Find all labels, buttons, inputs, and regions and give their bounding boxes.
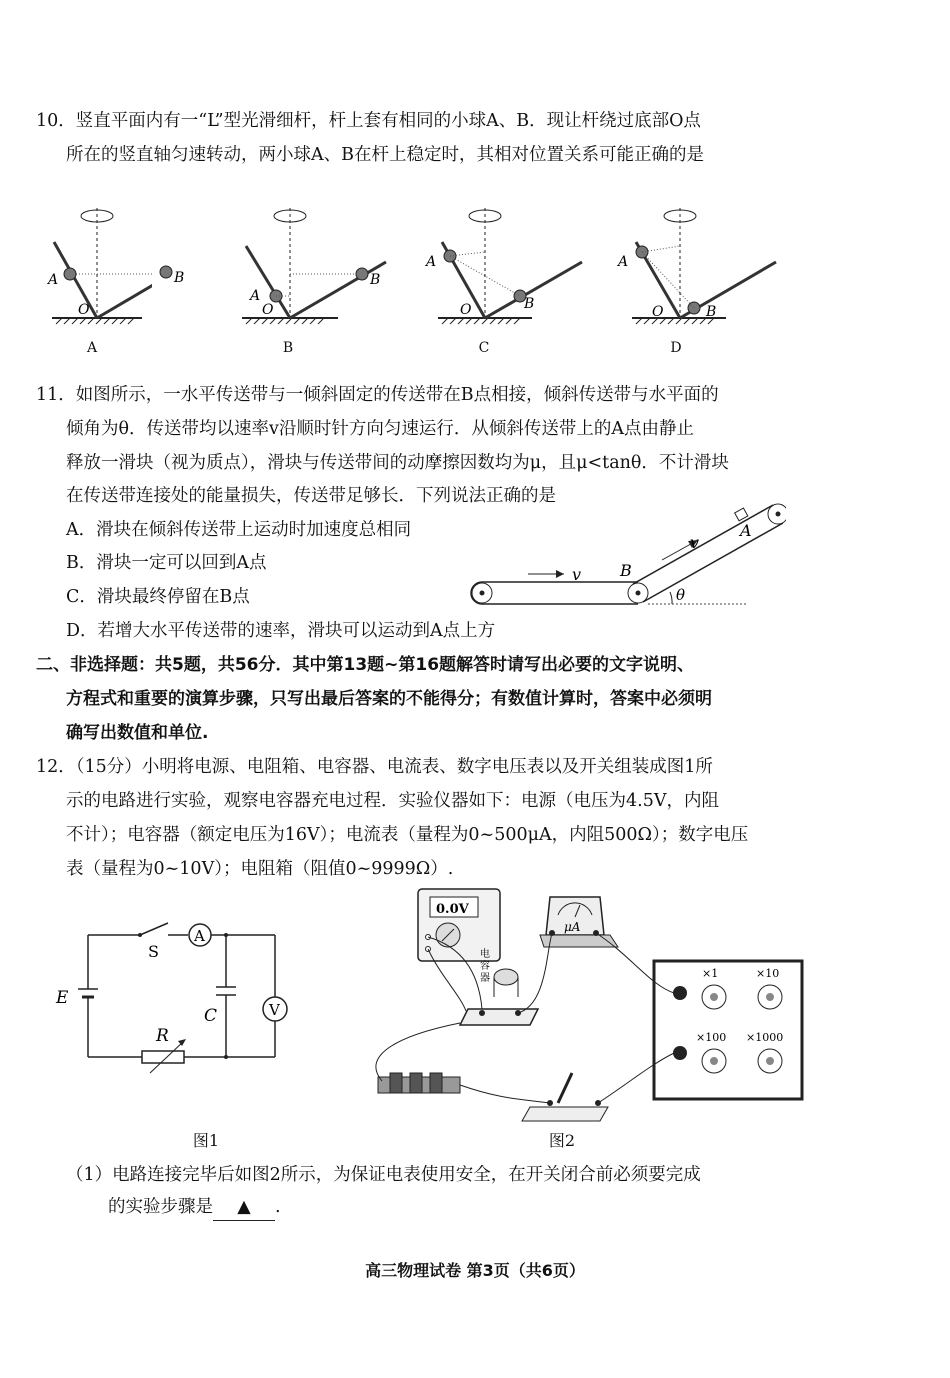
- q10-option-c: C: [478, 340, 490, 356]
- q12-sub1-line1: （1）电路连接完毕后如图2所示，为保证电表使用安全，在开关闭合前必须要完成: [66, 1165, 701, 1185]
- q12-line2: 示的电路进行实验，观察电容器充电过程．实验仪器如下：电源（电压为4.5V，内阻: [66, 791, 719, 811]
- circuit-switch-label: S: [148, 942, 159, 961]
- q10-figure-a-ball-b: [150, 250, 195, 290]
- q12-line4: 表（量程为0~10V）；电阻箱（阻值0~9999Ω）.: [66, 859, 454, 879]
- conveyor-label-b: B: [620, 561, 632, 580]
- fig1-caption: 图1: [192, 1131, 220, 1150]
- q10-option-b: B: [282, 340, 294, 356]
- q12-line3: 不计）；电容器（额定电压为16V）；电流表（量程为0~500μA，内阻500Ω）；数字电压: [66, 825, 749, 845]
- q10-option-d: D: [670, 340, 682, 356]
- apparatus-figure: [360, 885, 810, 1125]
- q11-line2: 倾角为θ．传送带均以速率v沿顺时针方向匀速运行．从倾斜传送带上的A点由静止: [66, 419, 695, 439]
- q10d-label-o: O: [652, 304, 664, 320]
- q12-sub1-end: .: [275, 1197, 281, 1217]
- circuit-ammeter-label: A: [194, 927, 205, 945]
- capacitor-label-3: 器: [480, 973, 490, 984]
- answer-blank[interactable]: [213, 1194, 275, 1221]
- conveyor-figure: [466, 498, 786, 610]
- q10a-label-o: O: [78, 302, 90, 318]
- q11-option-b: B．滑块一定可以回到A点: [66, 553, 267, 573]
- q10c-label-a: A: [426, 254, 437, 270]
- q11-option-c: C．滑块最终停留在B点: [66, 587, 250, 607]
- section2-line1: 二、非选择题：共5题，共56分．其中第13题~第16题解答时请写出必要的文字说明、: [36, 655, 695, 675]
- q11-line3: 释放一滑块（视为质点），滑块与传送带间的动摩擦因数均为μ，且μ<tanθ．不计滑块: [66, 453, 729, 473]
- q10b-label-a: A: [250, 288, 261, 304]
- dial-x10: ×10: [756, 967, 780, 980]
- q10-figure-c: [420, 200, 590, 330]
- page-footer: 高三物理试卷 第3页（共6页）: [365, 1261, 585, 1280]
- q10d-label-a: A: [618, 254, 629, 270]
- blank-triangle-mark: ▲: [237, 1197, 251, 1217]
- q10-figure-b: [238, 200, 398, 330]
- q10-line1: 10．竖直平面内有一“L”型光滑细杆，杆上套有相同的小球A、B．现让杆绕过底部O点: [36, 111, 701, 131]
- circuit-resistor-label: R: [156, 1026, 169, 1046]
- q10-line2: 所在的竖直轴匀速转动，两小球A、B在杆上稳定时，其相对位置关系可能正确的是: [66, 145, 704, 165]
- q10-figure-a: [42, 200, 152, 330]
- q11-option-a: A．滑块在倾斜传送带上运动时加速度总相同: [66, 520, 412, 540]
- resistance-box: [654, 961, 802, 1099]
- voltmeter-reading: 0.0V: [436, 902, 469, 917]
- q12-sub1-line2: [108, 1194, 281, 1221]
- q11-line1: 11．如图所示，一水平传送带与一倾斜固定的传送带在B点相接，倾斜传送带与水平面的: [36, 385, 719, 405]
- dial-x100: ×100: [696, 1031, 727, 1044]
- q10b-label-b: B: [370, 272, 381, 288]
- q11-option-d: D．若增大水平传送带的速率，滑块可以运动到A点上方: [66, 621, 496, 641]
- fig2-caption: 图2: [548, 1131, 576, 1150]
- q10-figure-d: [614, 200, 784, 330]
- conveyor-label-theta: θ: [676, 586, 686, 604]
- ammeter-unit: μA: [564, 920, 581, 934]
- circuit-voltmeter-label: V: [269, 1001, 280, 1019]
- section2-line2: 方程式和重要的演算步骤，只写出最后答案的不能得分；有数值计算时，答案中必须明: [66, 689, 712, 709]
- q12-sub1-text: 的实验步骤是: [108, 1197, 213, 1217]
- q10a-label-a: A: [48, 272, 59, 288]
- q10b-label-o: O: [262, 302, 274, 318]
- circuit-diagram: [50, 915, 300, 1075]
- conveyor-label-v2: v: [690, 533, 700, 552]
- conveyor-label-a: A: [740, 521, 752, 540]
- circuit-capacitor-label: C: [204, 1006, 218, 1026]
- conveyor-label-v1: v: [572, 565, 582, 584]
- dial-x1: ×1: [702, 967, 719, 980]
- section2-line3: 确写出数值和单位.: [66, 723, 209, 743]
- q12-line1: 12．（15分）小明将电源、电阻箱、电容器、电流表、数字电压表以及开关组装成图1所: [36, 757, 713, 777]
- dial-x1000: ×1000: [746, 1031, 784, 1044]
- capacitor-label-1: 电: [480, 949, 490, 960]
- q10c-label-b: B: [524, 296, 535, 312]
- q10d-label-b: B: [706, 304, 717, 320]
- q10a-label-b: B: [174, 270, 185, 286]
- circuit-source-label: E: [56, 988, 69, 1008]
- q11-line4: 在传送带连接处的能量损失，传送带足够长．下列说法正确的是: [66, 486, 556, 506]
- q10c-label-o: O: [460, 302, 472, 318]
- q10-option-a: A: [86, 340, 98, 356]
- capacitor-label-2: 容: [480, 961, 490, 972]
